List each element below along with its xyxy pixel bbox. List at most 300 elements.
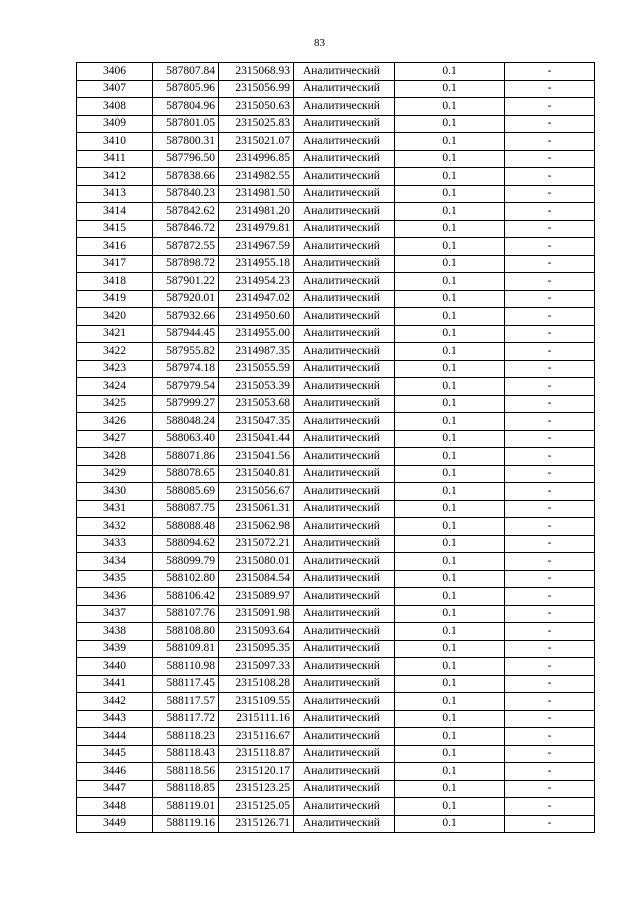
y-coordinate-cell: 2314955.18 [219,255,294,273]
accuracy-cell: 0.1 [395,343,505,361]
point-number-cell: 3419 [77,290,153,308]
note-cell: - [505,535,595,553]
method-cell: Аналитический [294,588,395,606]
x-coordinate-cell: 588094.62 [153,535,219,553]
point-number-cell: 3407 [77,80,153,98]
point-number-cell: 3431 [77,500,153,518]
point-number-cell: 3412 [77,168,153,186]
accuracy-cell: 0.1 [395,273,505,291]
y-coordinate-cell: 2315125.05 [219,798,294,816]
note-cell: - [505,413,595,431]
table-row [77,535,595,553]
note-cell: - [505,430,595,448]
note-cell: - [505,763,595,781]
point-number-cell: 3413 [77,185,153,203]
method-cell: Аналитический [294,203,395,221]
y-coordinate-cell: 2315041.44 [219,430,294,448]
accuracy-cell: 0.1 [395,588,505,606]
note-cell: - [505,378,595,396]
table-row [77,518,595,536]
table-row [77,640,595,658]
x-coordinate-cell: 587842.62 [153,203,219,221]
method-cell: Аналитический [294,693,395,711]
accuracy-cell: 0.1 [395,63,505,81]
table-row [77,133,595,151]
x-coordinate-cell: 588106.42 [153,588,219,606]
point-number-cell: 3417 [77,255,153,273]
accuracy-cell: 0.1 [395,378,505,396]
note-cell: - [505,185,595,203]
note-cell: - [505,465,595,483]
method-cell: Аналитический [294,728,395,746]
table-row [77,623,595,641]
table-row [77,798,595,816]
point-number-cell: 3430 [77,483,153,501]
point-number-cell: 3408 [77,98,153,116]
x-coordinate-cell: 587807.84 [153,63,219,81]
x-coordinate-cell: 588085.69 [153,483,219,501]
table-row [77,185,595,203]
accuracy-cell: 0.1 [395,728,505,746]
note-cell: - [505,115,595,133]
x-coordinate-cell: 587840.23 [153,185,219,203]
method-cell: Аналитический [294,570,395,588]
note-cell: - [505,745,595,763]
x-coordinate-cell: 588117.57 [153,693,219,711]
note-cell: - [505,290,595,308]
method-cell: Аналитический [294,448,395,466]
method-cell: Аналитический [294,780,395,798]
x-coordinate-cell: 588118.56 [153,763,219,781]
accuracy-cell: 0.1 [395,238,505,256]
accuracy-cell: 0.1 [395,325,505,343]
table-row [77,98,595,116]
accuracy-cell: 0.1 [395,115,505,133]
point-number-cell: 3442 [77,693,153,711]
table-row [77,745,595,763]
y-coordinate-cell: 2315111.16 [219,710,294,728]
note-cell: - [505,605,595,623]
y-coordinate-cell: 2315056.99 [219,80,294,98]
point-number-cell: 3421 [77,325,153,343]
table-row [77,483,595,501]
method-cell: Аналитический [294,133,395,151]
accuracy-cell: 0.1 [395,185,505,203]
accuracy-cell: 0.1 [395,763,505,781]
table-row [77,343,595,361]
accuracy-cell: 0.1 [395,518,505,536]
y-coordinate-cell: 2315084.54 [219,570,294,588]
point-number-cell: 3449 [77,815,153,833]
table-row [77,553,595,571]
y-coordinate-cell: 2315056.67 [219,483,294,501]
accuracy-cell: 0.1 [395,308,505,326]
y-coordinate-cell: 2315062.98 [219,518,294,536]
method-cell: Аналитический [294,675,395,693]
page-number: 83 [314,37,325,49]
method-cell: Аналитический [294,535,395,553]
table-row [77,150,595,168]
point-number-cell: 3440 [77,658,153,676]
method-cell: Аналитический [294,395,395,413]
point-number-cell: 3448 [77,798,153,816]
y-coordinate-cell: 2314982.55 [219,168,294,186]
x-coordinate-cell: 588119.16 [153,815,219,833]
note-cell: - [505,728,595,746]
table-row [77,255,595,273]
note-cell: - [505,483,595,501]
method-cell: Аналитический [294,465,395,483]
note-cell: - [505,98,595,116]
accuracy-cell: 0.1 [395,815,505,833]
method-cell: Аналитический [294,378,395,396]
point-number-cell: 3423 [77,360,153,378]
method-cell: Аналитический [294,168,395,186]
point-number-cell: 3446 [77,763,153,781]
table-row [77,238,595,256]
x-coordinate-cell: 587804.96 [153,98,219,116]
point-number-cell: 3434 [77,553,153,571]
accuracy-cell: 0.1 [395,640,505,658]
table-row [77,273,595,291]
method-cell: Аналитический [294,815,395,833]
method-cell: Аналитический [294,745,395,763]
note-cell: - [505,343,595,361]
point-number-cell: 3427 [77,430,153,448]
x-coordinate-cell: 587999.27 [153,395,219,413]
method-cell: Аналитический [294,605,395,623]
accuracy-cell: 0.1 [395,133,505,151]
table-row [77,290,595,308]
point-number-cell: 3415 [77,220,153,238]
coordinates-table-body [77,63,595,833]
point-number-cell: 3443 [77,710,153,728]
y-coordinate-cell: 2315025.83 [219,115,294,133]
point-number-cell: 3439 [77,640,153,658]
method-cell: Аналитический [294,658,395,676]
y-coordinate-cell: 2315061.31 [219,500,294,518]
table-row [77,378,595,396]
note-cell: - [505,675,595,693]
table-row [77,728,595,746]
x-coordinate-cell: 588071.86 [153,448,219,466]
accuracy-cell: 0.1 [395,448,505,466]
table-row [77,693,595,711]
point-number-cell: 3432 [77,518,153,536]
y-coordinate-cell: 2314950.60 [219,308,294,326]
method-cell: Аналитический [294,413,395,431]
note-cell: - [505,325,595,343]
note-cell: - [505,220,595,238]
x-coordinate-cell: 587846.72 [153,220,219,238]
x-coordinate-cell: 587944.45 [153,325,219,343]
point-number-cell: 3428 [77,448,153,466]
x-coordinate-cell: 588099.79 [153,553,219,571]
y-coordinate-cell: 2315040.81 [219,465,294,483]
accuracy-cell: 0.1 [395,693,505,711]
x-coordinate-cell: 587838.66 [153,168,219,186]
x-coordinate-cell: 588048.24 [153,413,219,431]
method-cell: Аналитический [294,150,395,168]
point-number-cell: 3416 [77,238,153,256]
table-row [77,308,595,326]
table-row [77,168,595,186]
method-cell: Аналитический [294,763,395,781]
accuracy-cell: 0.1 [395,675,505,693]
table-row [77,465,595,483]
accuracy-cell: 0.1 [395,290,505,308]
point-number-cell: 3409 [77,115,153,133]
x-coordinate-cell: 588063.40 [153,430,219,448]
table-row [77,570,595,588]
y-coordinate-cell: 2315041.56 [219,448,294,466]
note-cell: - [505,658,595,676]
y-coordinate-cell: 2315089.97 [219,588,294,606]
y-coordinate-cell: 2314996.85 [219,150,294,168]
method-cell: Аналитический [294,623,395,641]
y-coordinate-cell: 2315080.01 [219,553,294,571]
note-cell: - [505,273,595,291]
note-cell: - [505,710,595,728]
method-cell: Аналитический [294,640,395,658]
table-row [77,588,595,606]
table-row [77,63,595,81]
method-cell: Аналитический [294,98,395,116]
table-row [77,500,595,518]
accuracy-cell: 0.1 [395,798,505,816]
y-coordinate-cell: 2314955.00 [219,325,294,343]
note-cell: - [505,80,595,98]
method-cell: Аналитический [294,255,395,273]
note-cell: - [505,553,595,571]
note-cell: - [505,780,595,798]
method-cell: Аналитический [294,518,395,536]
accuracy-cell: 0.1 [395,570,505,588]
accuracy-cell: 0.1 [395,535,505,553]
y-coordinate-cell: 2315055.59 [219,360,294,378]
y-coordinate-cell: 2315047.35 [219,413,294,431]
method-cell: Аналитический [294,430,395,448]
x-coordinate-cell: 588078.65 [153,465,219,483]
accuracy-cell: 0.1 [395,395,505,413]
x-coordinate-cell: 587955.82 [153,343,219,361]
accuracy-cell: 0.1 [395,220,505,238]
method-cell: Аналитический [294,325,395,343]
point-number-cell: 3435 [77,570,153,588]
accuracy-cell: 0.1 [395,745,505,763]
x-coordinate-cell: 588118.85 [153,780,219,798]
point-number-cell: 3436 [77,588,153,606]
table-row [77,675,595,693]
x-coordinate-cell: 588087.75 [153,500,219,518]
point-number-cell: 3444 [77,728,153,746]
note-cell: - [505,798,595,816]
table-row [77,413,595,431]
y-coordinate-cell: 2315126.71 [219,815,294,833]
x-coordinate-cell: 587974.18 [153,360,219,378]
x-coordinate-cell: 588110.98 [153,658,219,676]
point-number-cell: 3418 [77,273,153,291]
method-cell: Аналитический [294,238,395,256]
coordinates-table [76,62,595,833]
x-coordinate-cell: 588109.81 [153,640,219,658]
accuracy-cell: 0.1 [395,80,505,98]
point-number-cell: 3420 [77,308,153,326]
note-cell: - [505,360,595,378]
x-coordinate-cell: 588118.23 [153,728,219,746]
table-row [77,710,595,728]
method-cell: Аналитический [294,360,395,378]
x-coordinate-cell: 587979.54 [153,378,219,396]
method-cell: Аналитический [294,115,395,133]
method-cell: Аналитический [294,500,395,518]
table-row [77,430,595,448]
table-row [77,203,595,221]
y-coordinate-cell: 2315021.07 [219,133,294,151]
y-coordinate-cell: 2315053.68 [219,395,294,413]
note-cell: - [505,150,595,168]
y-coordinate-cell: 2315068.93 [219,63,294,81]
point-number-cell: 3429 [77,465,153,483]
accuracy-cell: 0.1 [395,203,505,221]
x-coordinate-cell: 587901.22 [153,273,219,291]
point-number-cell: 3438 [77,623,153,641]
note-cell: - [505,500,595,518]
note-cell: - [505,203,595,221]
accuracy-cell: 0.1 [395,168,505,186]
point-number-cell: 3422 [77,343,153,361]
point-number-cell: 3424 [77,378,153,396]
method-cell: Аналитический [294,290,395,308]
y-coordinate-cell: 2315095.35 [219,640,294,658]
accuracy-cell: 0.1 [395,430,505,448]
method-cell: Аналитический [294,710,395,728]
method-cell: Аналитический [294,273,395,291]
table-row [77,220,595,238]
y-coordinate-cell: 2314979.81 [219,220,294,238]
note-cell: - [505,693,595,711]
point-number-cell: 3426 [77,413,153,431]
point-number-cell: 3425 [77,395,153,413]
table-row [77,605,595,623]
x-coordinate-cell: 587872.55 [153,238,219,256]
x-coordinate-cell: 587796.50 [153,150,219,168]
x-coordinate-cell: 588107.76 [153,605,219,623]
table-row [77,780,595,798]
accuracy-cell: 0.1 [395,413,505,431]
note-cell: - [505,308,595,326]
x-coordinate-cell: 588108.80 [153,623,219,641]
accuracy-cell: 0.1 [395,500,505,518]
method-cell: Аналитический [294,798,395,816]
y-coordinate-cell: 2315091.98 [219,605,294,623]
x-coordinate-cell: 588117.72 [153,710,219,728]
note-cell: - [505,588,595,606]
accuracy-cell: 0.1 [395,553,505,571]
accuracy-cell: 0.1 [395,710,505,728]
table-row [77,325,595,343]
method-cell: Аналитический [294,553,395,571]
point-number-cell: 3441 [77,675,153,693]
y-coordinate-cell: 2315097.33 [219,658,294,676]
point-number-cell: 3445 [77,745,153,763]
y-coordinate-cell: 2315053.39 [219,378,294,396]
note-cell: - [505,518,595,536]
table-row [77,395,595,413]
accuracy-cell: 0.1 [395,360,505,378]
method-cell: Аналитический [294,483,395,501]
point-number-cell: 3447 [77,780,153,798]
note-cell: - [505,133,595,151]
y-coordinate-cell: 2315123.25 [219,780,294,798]
y-coordinate-cell: 2315093.64 [219,623,294,641]
x-coordinate-cell: 587801.05 [153,115,219,133]
point-number-cell: 3433 [77,535,153,553]
y-coordinate-cell: 2315108.28 [219,675,294,693]
y-coordinate-cell: 2314967.59 [219,238,294,256]
point-number-cell: 3406 [77,63,153,81]
note-cell: - [505,63,595,81]
x-coordinate-cell: 588119.01 [153,798,219,816]
y-coordinate-cell: 2314947.02 [219,290,294,308]
note-cell: - [505,168,595,186]
note-cell: - [505,255,595,273]
y-coordinate-cell: 2315116.67 [219,728,294,746]
y-coordinate-cell: 2314954.23 [219,273,294,291]
point-number-cell: 3410 [77,133,153,151]
accuracy-cell: 0.1 [395,780,505,798]
y-coordinate-cell: 2315118.87 [219,745,294,763]
accuracy-cell: 0.1 [395,658,505,676]
x-coordinate-cell: 587800.31 [153,133,219,151]
y-coordinate-cell: 2315050.63 [219,98,294,116]
x-coordinate-cell: 588117.45 [153,675,219,693]
x-coordinate-cell: 588118.43 [153,745,219,763]
point-number-cell: 3414 [77,203,153,221]
x-coordinate-cell: 587898.72 [153,255,219,273]
x-coordinate-cell: 588088.48 [153,518,219,536]
accuracy-cell: 0.1 [395,465,505,483]
y-coordinate-cell: 2315072.21 [219,535,294,553]
method-cell: Аналитический [294,185,395,203]
x-coordinate-cell: 587805.96 [153,80,219,98]
table-row [77,448,595,466]
table-row [77,815,595,833]
x-coordinate-cell: 587932.66 [153,308,219,326]
note-cell: - [505,815,595,833]
y-coordinate-cell: 2315120.17 [219,763,294,781]
method-cell: Аналитический [294,63,395,81]
table-row [77,115,595,133]
note-cell: - [505,623,595,641]
y-coordinate-cell: 2314981.20 [219,203,294,221]
y-coordinate-cell: 2314981.50 [219,185,294,203]
method-cell: Аналитический [294,343,395,361]
table-row [77,658,595,676]
accuracy-cell: 0.1 [395,483,505,501]
table-row [77,80,595,98]
accuracy-cell: 0.1 [395,605,505,623]
note-cell: - [505,395,595,413]
x-coordinate-cell: 588102.80 [153,570,219,588]
note-cell: - [505,238,595,256]
point-number-cell: 3411 [77,150,153,168]
accuracy-cell: 0.1 [395,98,505,116]
y-coordinate-cell: 2314987.35 [219,343,294,361]
note-cell: - [505,640,595,658]
note-cell: - [505,448,595,466]
method-cell: Аналитический [294,80,395,98]
